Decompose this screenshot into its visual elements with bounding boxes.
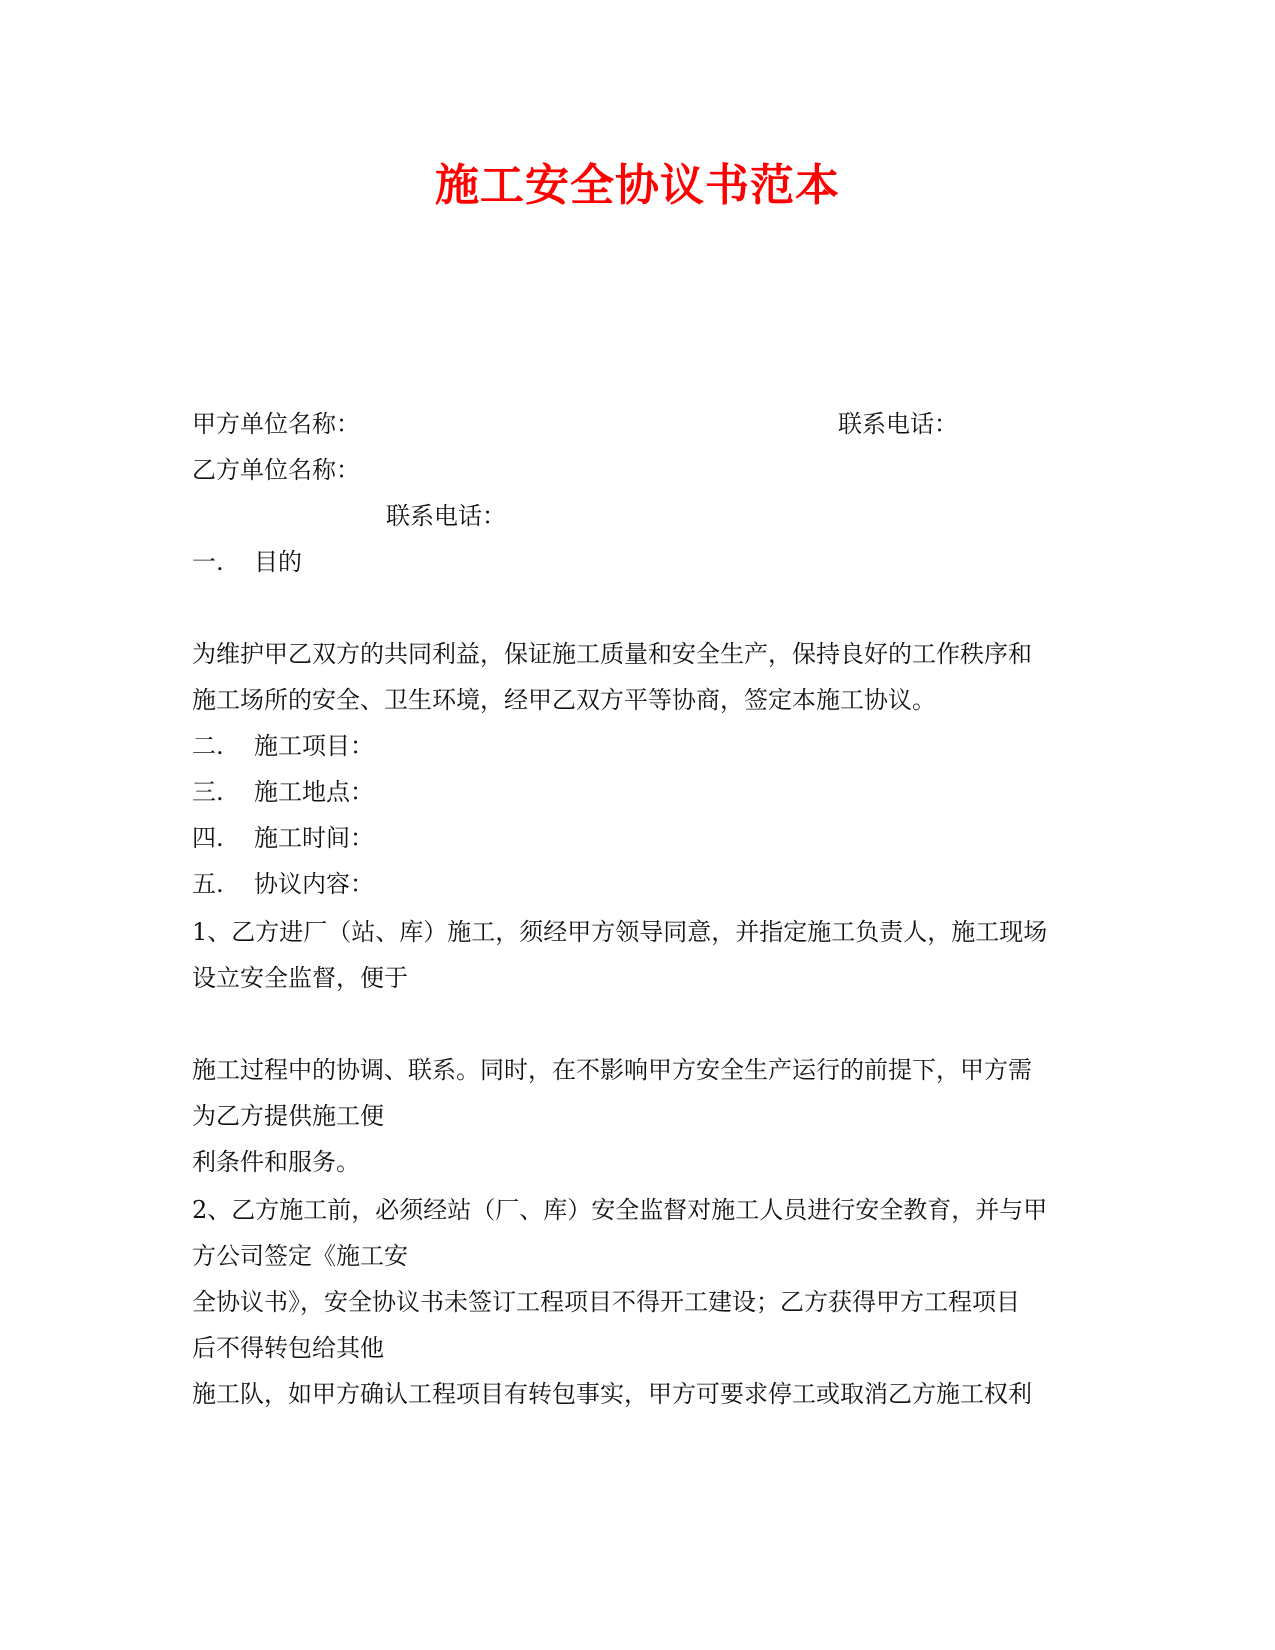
party-b-name-label: 乙方单位名称： (192, 456, 360, 484)
party-a-name-label: 甲方单位名称： (192, 410, 360, 438)
paragraph-line: 1、乙方进厂（站、库）施工，须经甲方领导同意，并指定施工负责人，施工现场 (192, 918, 1048, 946)
section-heading (192, 868, 374, 900)
section-number: 一. (192, 548, 224, 576)
paragraph-line: 后不得转包给其他 (192, 1334, 384, 1362)
paragraph-line: 为乙方提供施工便 (192, 1102, 384, 1130)
paragraph-line: 全协议书》，安全协议书未签订工程项目不得开工建设；乙方获得甲方工程项目 (192, 1288, 1020, 1316)
section-title: 施工项目： (254, 732, 374, 760)
section-number: 四. (192, 824, 224, 852)
section-title: 施工地点： (254, 778, 374, 806)
section-number: 二. (192, 732, 224, 760)
party-a-phone-label: 联系电话： (838, 410, 958, 438)
paragraph-line: 方公司签定《施工安 (192, 1242, 408, 1270)
section-heading (192, 730, 374, 762)
section-title: 施工时间： (254, 824, 374, 852)
section-title: 协议内容： (254, 870, 374, 898)
paragraph-line: 施工场所的安全、卫生环境，经甲乙双方平等协商，签定本施工协议。 (192, 686, 936, 714)
paragraph-line: 为维护甲乙双方的共同利益，保证施工质量和安全生产，保持良好的工作秩序和 (192, 640, 1032, 668)
paragraph-line: 2、乙方施工前，必须经站（厂、库）安全监督对施工人员进行安全教育，并与甲 (192, 1196, 1048, 1224)
section-heading (192, 822, 374, 854)
section-number: 三. (192, 778, 224, 806)
section-title: 目的 (254, 548, 302, 576)
document-title: 施工安全协议书范本 (435, 160, 840, 211)
paragraph-line: 设立安全监督，便于 (192, 964, 408, 992)
section-number: 五. (192, 870, 224, 898)
paragraph-line: 施工队，如甲方确认工程项目有转包事实，甲方可要求停工或取消乙方施工权利 (192, 1380, 1032, 1408)
section-heading (192, 776, 374, 808)
paragraph-line: 利条件和服务。 (192, 1148, 360, 1176)
paragraph-line: 施工过程中的协调、联系。同时，在不影响甲方安全生产运行的前提下，甲方需 (192, 1056, 1032, 1084)
party-b-phone-label: 联系电话： (386, 502, 506, 530)
section-heading (192, 546, 302, 578)
